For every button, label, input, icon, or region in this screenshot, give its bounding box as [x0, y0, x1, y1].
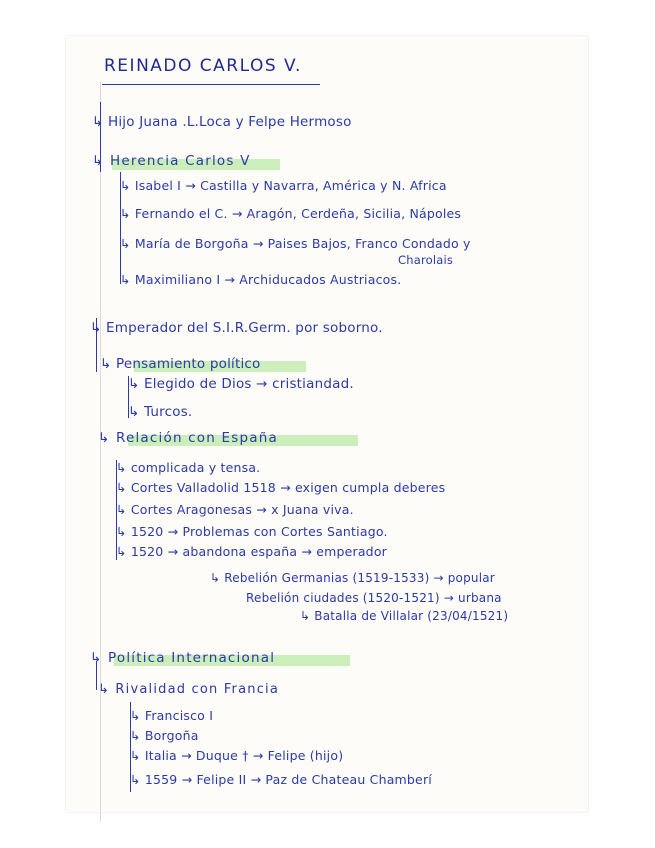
line-germanias: ↳ Rebelión Germanias (1519-1533) → popular: [210, 571, 495, 585]
line-villalar: ↳ Batalla de Villalar (23/04/1521): [300, 609, 509, 623]
heading-herencia: ↳ Herencia Carlos V: [92, 153, 251, 169]
page-title: REINADO CARLOS V.: [104, 56, 302, 76]
heading-politica: ↳ Política Internacional: [90, 650, 276, 666]
line-francisco: ↳ Francisco I: [130, 708, 214, 723]
line-cortes-aragonesas: ↳ Cortes Aragonesas → x Juana viva.: [116, 502, 354, 517]
heading-rivalidad: ↳ Rivalidad con Francia: [98, 682, 280, 697]
line-maria-continued: Charolais: [398, 253, 454, 267]
line-felipe: ↳ 1559 → Felipe II → Paz de Chateau Chamberí: [130, 772, 432, 787]
line-italia: ↳ Italia → Duque † → Felipe (hijo): [130, 748, 344, 763]
line-turcos: ↳ Turcos.: [128, 404, 193, 420]
line-hijo: ↳ Hijo Juana .L.Loca y Felpe Hermoso: [92, 114, 352, 130]
line-comunidades: Rebelión ciudades (1520-1521) → urbana: [246, 591, 502, 605]
line-elegido: ↳ Elegido de Dios → cristiandad.: [128, 376, 354, 392]
line-problemas: ↳ 1520 → Problemas con Cortes Santiago.: [116, 524, 388, 539]
heading-relacion: ↳ Relación con España: [98, 430, 278, 446]
line-emperador: ↳ Emperador del S.I.R.Germ. por soborno.: [90, 320, 383, 336]
line-maximiliano: ↳ Maximiliano I → Archiducados Austriacos.: [120, 272, 402, 287]
margin-line: [100, 82, 101, 822]
title-underline: [102, 84, 320, 85]
line-fernando: ↳ Fernando el C. → Aragón, Cerdeña, Sicilia, Nápoles: [120, 206, 462, 221]
line-maria: ↳ María de Borgoña → Paises Bajos, Franco Condado y: [120, 236, 471, 251]
line-complicada: ↳ complicada y tensa.: [116, 460, 261, 475]
line-isabel: ↳ Isabel I → Castilla y Navarra, América y N. Africa: [120, 178, 447, 193]
line-cortes-valladolid: ↳ Cortes Valladolid 1518 → exigen cumpla deberes: [116, 480, 446, 495]
line-borgona: ↳ Borgoña: [130, 728, 199, 743]
line-abandona: ↳ 1520 → abandona españa → emperador: [116, 544, 388, 559]
heading-pensamiento: ↳ Pensamiento político: [100, 356, 261, 372]
